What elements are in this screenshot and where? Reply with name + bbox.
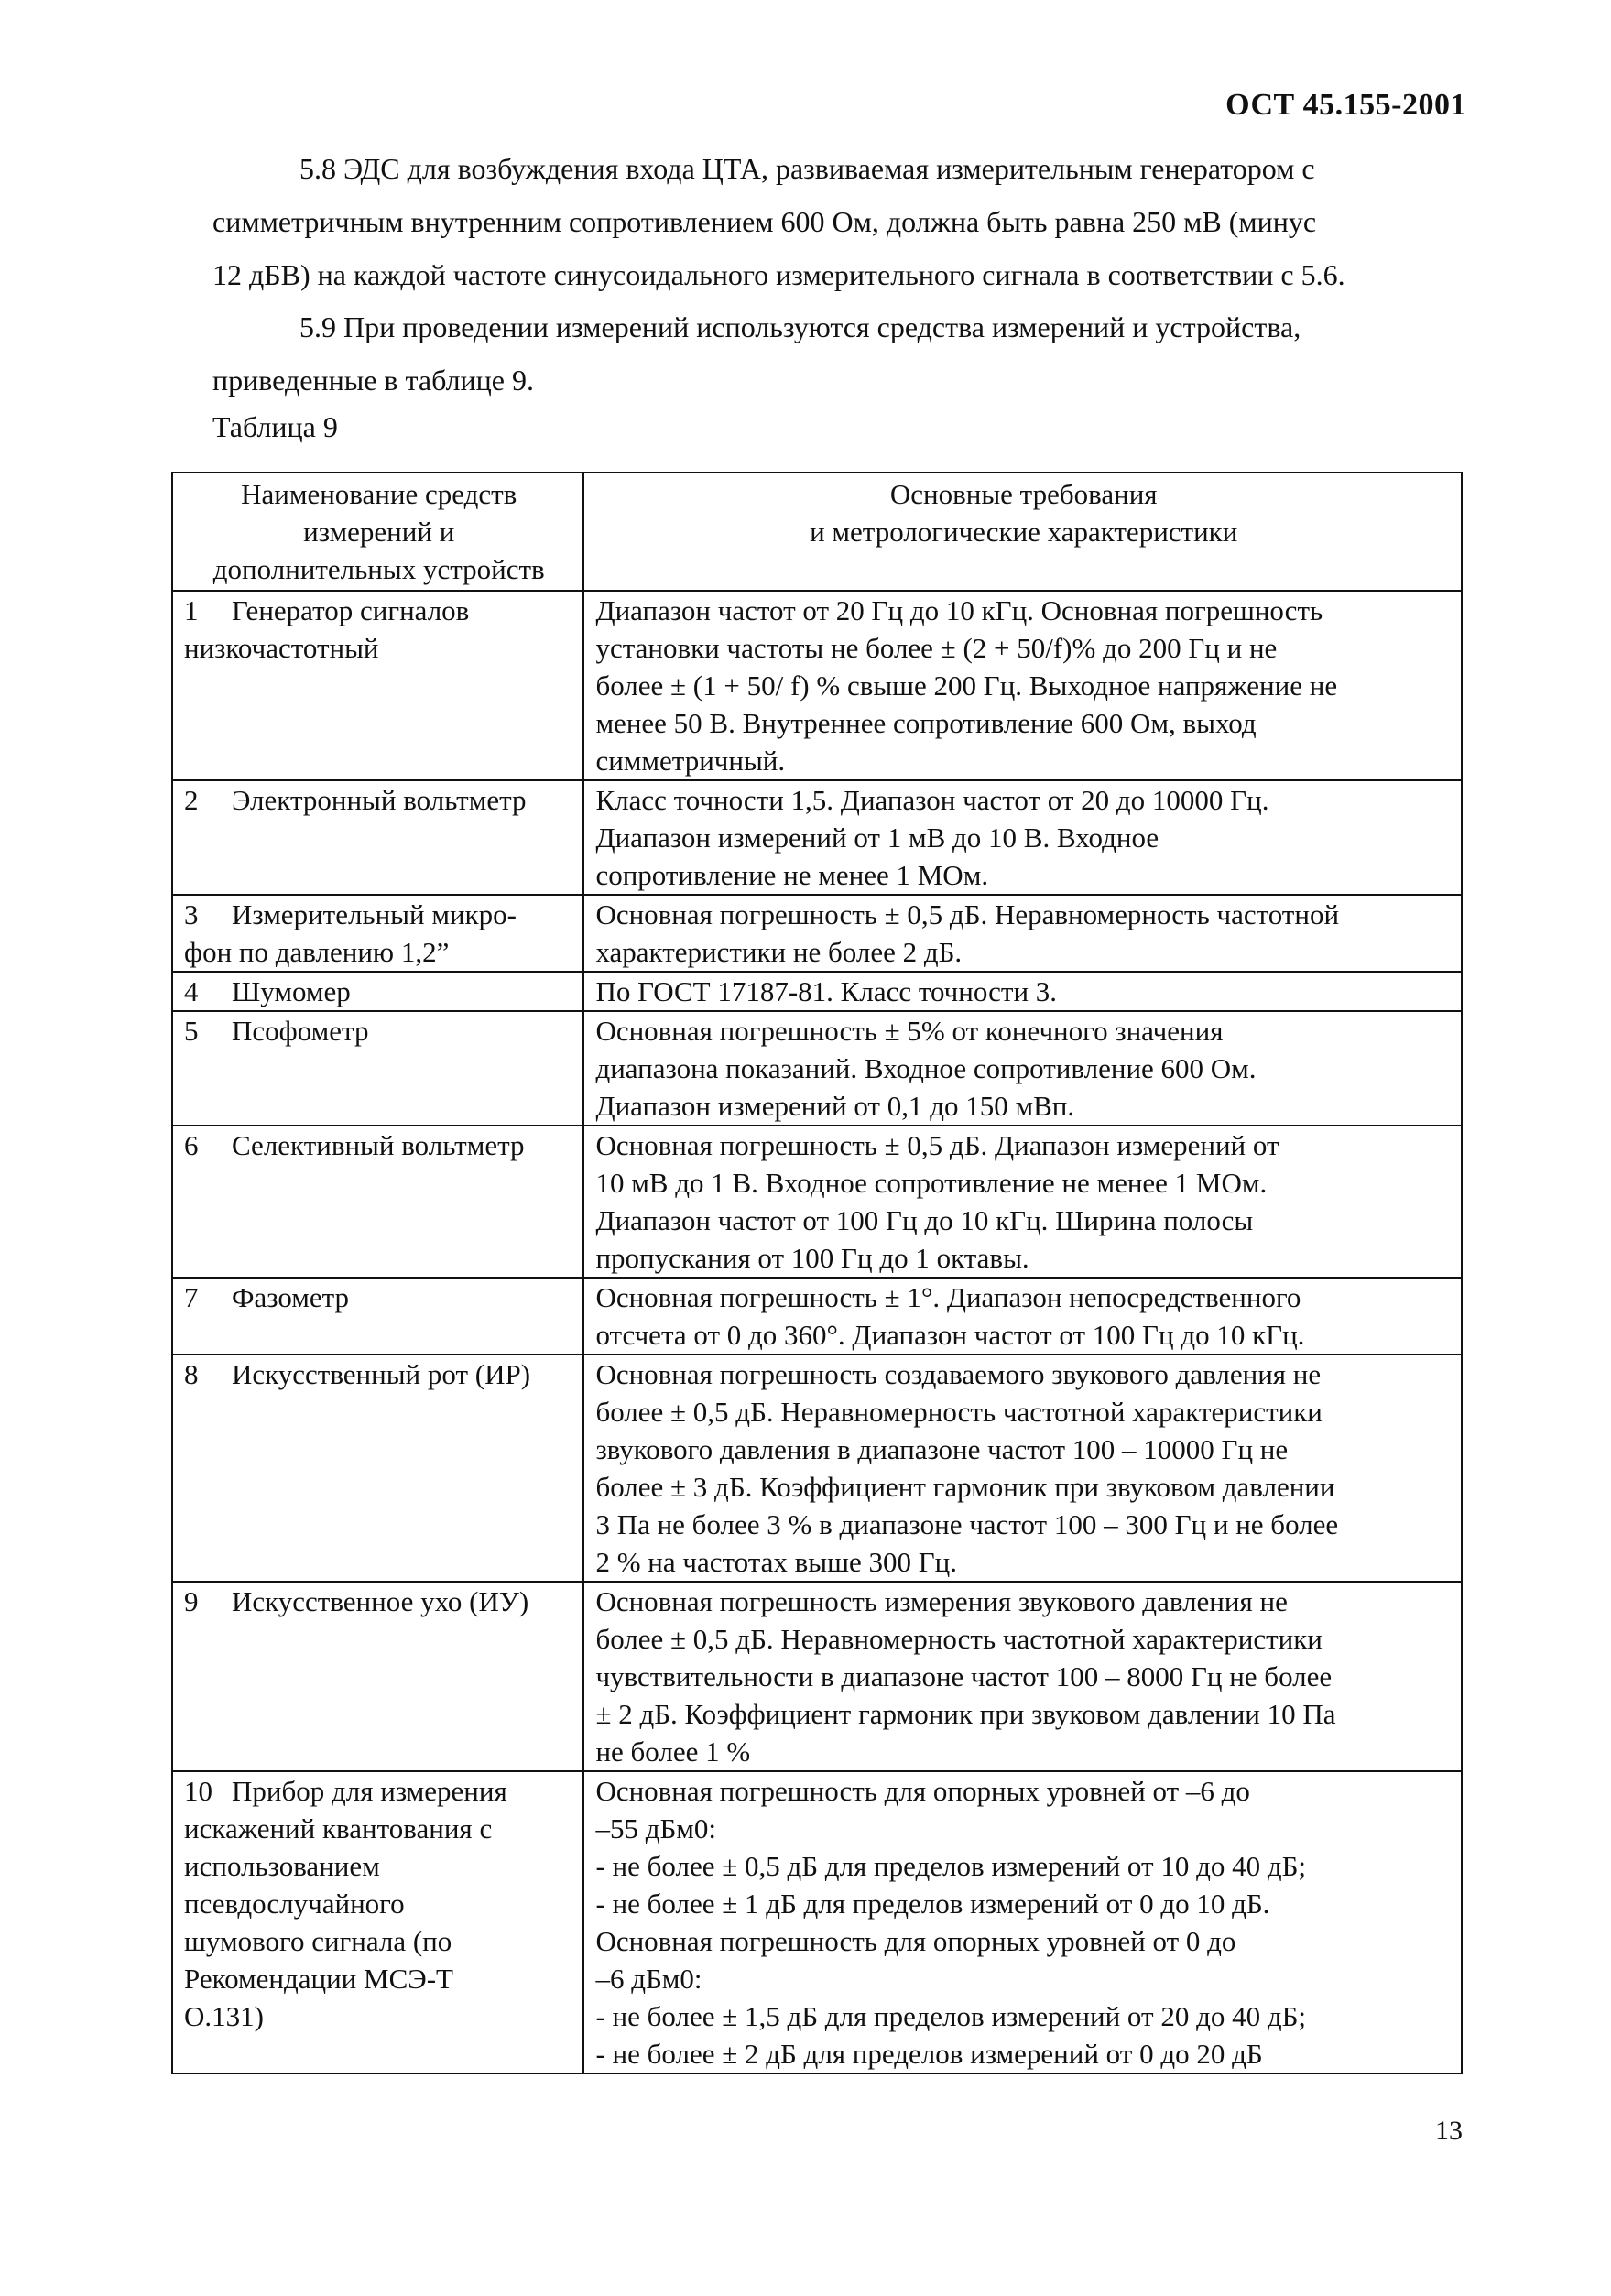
requirement-line: установки частоты не более ± (2 + 50/f)% до 200 Гц и не [595, 632, 1278, 664]
requirement-line: По ГОСТ 17187-81. Класс точности 3. [595, 975, 1058, 1007]
requirement-line: более ± 0,5 дБ. Неравномерность частотной характеристики [595, 1623, 1323, 1655]
row-number: 9 [184, 1585, 199, 1617]
instrument-name-cell [172, 1771, 583, 2073]
requirements-cell [583, 1278, 1462, 1355]
instrument-name-cell [172, 1355, 583, 1582]
row-number: 10 [184, 1775, 212, 1807]
requirement-line: Основная погрешность для опорных уровней от –6 до [595, 1775, 1250, 1807]
requirement-line: пропускания от 100 Гц до 1 октавы. [595, 1242, 1029, 1274]
row-number: 8 [184, 1358, 199, 1390]
instrument-name-line: Рекомендации МСЭ-Т [184, 1963, 453, 1995]
table-row [172, 1771, 1462, 2073]
requirement-line: симметричный. [595, 745, 786, 777]
instrument-name-cell [172, 591, 583, 780]
header-requirements [583, 473, 1462, 591]
row-number: 5 [184, 1015, 199, 1047]
requirements-cell [583, 591, 1462, 780]
requirement-line: сопротивление не менее 1 МОм. [595, 859, 989, 891]
requirement-line: звукового давления в диапазоне частот 100 – 10000 Гц не [595, 1433, 1289, 1465]
requirement-line: Диапазон частот от 100 Гц до 10 кГц. Ширина полосы [595, 1204, 1254, 1236]
instrument-name-cell [172, 895, 583, 972]
table-header-row [172, 473, 1462, 591]
row-number: 7 [184, 1281, 199, 1313]
paragraph-line: 12 дБВ) на каждой частоте синусоидального измерительного сигнала в соответствии с 5.6. [212, 258, 1345, 291]
instrument-name-cell [172, 1011, 583, 1126]
requirement-line: более ± 3 дБ. Коэффициент гармоник при звуковом давлении [595, 1471, 1335, 1503]
instrument-name-line: Шумомер [232, 975, 351, 1007]
requirement-line: Основная погрешность ± 5% от конечного значения [595, 1015, 1224, 1047]
requirement-line: Основная погрешность ± 1°. Диапазон непосредственного [595, 1281, 1301, 1313]
requirements-cell [583, 895, 1462, 972]
table-row [172, 895, 1462, 972]
requirement-line: - не более ± 2 дБ для пределов измерений от 0 до 20 дБ [595, 2038, 1263, 2070]
requirement-line: 2 % на частотах выше 300 Гц. [595, 1546, 957, 1578]
table-row [172, 1011, 1462, 1126]
instrument-name-cell [172, 1126, 583, 1278]
instrument-name-line: Прибор для измерения [232, 1775, 507, 1807]
instrument-name-line: Селективный вольтметр [232, 1129, 525, 1161]
instrument-name-line: Искусственный рот (ИР) [232, 1358, 531, 1390]
header-line: и метрологические характеристики [810, 516, 1238, 548]
header-line: измерений и [303, 516, 455, 548]
requirement-line: чувствительности в диапазоне частот 100 – 8000 Гц не более [595, 1660, 1333, 1692]
header-instruments [172, 473, 583, 591]
requirement-line: Класс точности 1,5. Диапазон частот от 20 до 10000 Гц. [595, 784, 1269, 816]
instrument-name-line: низкочастотный [184, 632, 379, 664]
paragraph-5-9 [212, 300, 1458, 407]
instrument-name-line: шумового сигнала (по [184, 1925, 452, 1957]
requirements-cell [583, 1011, 1462, 1126]
requirement-line: Диапазон измерений от 1 мВ до 10 В. Входное [595, 822, 1159, 854]
row-number: 6 [184, 1129, 199, 1161]
document-code: ОСТ 45.155-2001 [1225, 88, 1466, 122]
requirement-line: Основная погрешность для опорных уровней от 0 до [595, 1925, 1236, 1957]
table-row [172, 591, 1462, 780]
requirement-line: Диапазон частот от 20 Гц до 10 кГц. Основная погрешность [595, 594, 1323, 626]
instrument-name-line: псевдослучайного [184, 1888, 405, 1920]
requirement-line: Основная погрешность создаваемого звукового давления не [595, 1358, 1322, 1390]
requirement-line: диапазона показаний. Входное сопротивление 600 Ом. [595, 1052, 1257, 1084]
requirement-line: 3 Па не более 3 % в диапазоне частот 100 – 300 Гц и не более [595, 1508, 1339, 1540]
instrument-name-line: искажений квантования с [184, 1812, 493, 1844]
header-line: Наименование средств [241, 478, 517, 510]
instrument-name-line: Псофометр [232, 1015, 369, 1047]
table-row [172, 1126, 1462, 1278]
requirements-cell [583, 1126, 1462, 1278]
requirement-line: отсчета от 0 до 360°. Диапазон частот от 100 Гц до 10 кГц. [595, 1319, 1305, 1351]
requirements-cell [583, 972, 1462, 1011]
instrument-name-line: Фазометр [232, 1281, 350, 1313]
page-number: 13 [1435, 2116, 1463, 2146]
requirement-line: Диапазон измерений от 0,1 до 150 мВп. [595, 1090, 1075, 1122]
table-row [172, 780, 1462, 895]
requirement-line: - не более ± 1 дБ для пределов измерений от 0 до 10 дБ. [595, 1888, 1270, 1920]
table-row [172, 972, 1462, 1011]
instrument-name-line: использованием [184, 1850, 380, 1882]
table-row [172, 1355, 1462, 1582]
paragraph-line: симметричным внутренним сопротивлением 600 Ом, должна быть равна 250 мВ (минус [212, 205, 1317, 238]
requirement-line: ± 2 дБ. Коэффициент гармоник при звуковом давлении 10 Па [595, 1698, 1336, 1730]
requirement-line: менее 50 В. Внутреннее сопротивление 600 Ом, выход [595, 707, 1257, 739]
paragraph-5-8 [212, 142, 1458, 301]
requirement-line: 10 мВ до 1 В. Входное сопротивление не менее 1 МОм. [595, 1167, 1268, 1199]
instrument-name-line: Электронный вольтметр [232, 784, 527, 816]
instruments-table [171, 472, 1463, 2074]
paragraph-line: 5.8 ЭДС для возбуждения входа ЦТА, развиваемая измерительным генератором с [299, 152, 1315, 185]
paragraph-line: 5.9 При проведении измерений используются средства измерений и устройства, [299, 310, 1301, 343]
instrument-name-cell [172, 780, 583, 895]
requirements-cell [583, 1582, 1462, 1771]
row-number: 3 [184, 898, 199, 930]
requirement-line: Основная погрешность измерения звукового давления не [595, 1585, 1288, 1617]
instrument-name-line: фон по давлению 1,2” [184, 936, 450, 968]
instrument-name-cell [172, 1582, 583, 1771]
header-line: дополнительных устройств [212, 553, 545, 585]
instrument-name-cell [172, 1278, 583, 1355]
requirement-line: –55 дБм0: [595, 1812, 716, 1844]
requirement-line: не более 1 % [595, 1736, 751, 1768]
paragraph-line: приведенные в таблице 9. [212, 364, 534, 397]
instrument-name-line: Искусственное ухо (ИУ) [232, 1585, 529, 1617]
instrument-name-cell [172, 972, 583, 1011]
table-caption: Таблица 9 [212, 410, 338, 443]
requirement-line: более ± (1 + 50/ f) % свыше 200 Гц. Выходное напряжение не [595, 669, 1338, 702]
requirement-line: Основная погрешность ± 0,5 дБ. Диапазон измерений от [595, 1129, 1279, 1161]
requirement-line: более ± 0,5 дБ. Неравномерность частотной характеристики [595, 1396, 1323, 1428]
requirement-line: - не более ± 0,5 дБ для пределов измерений от 10 до 40 дБ; [595, 1850, 1307, 1882]
row-number: 1 [184, 594, 199, 626]
row-number: 4 [184, 975, 199, 1007]
table-row [172, 1582, 1462, 1771]
table-row [172, 1278, 1462, 1355]
requirement-line: характеристики не более 2 дБ. [595, 936, 963, 968]
instrument-name-line: Генератор сигналов [232, 594, 470, 626]
instrument-name-line: Измерительный микро- [232, 898, 517, 930]
requirement-line: –6 дБм0: [595, 1963, 702, 1995]
row-number: 2 [184, 784, 199, 816]
requirements-cell [583, 1355, 1462, 1582]
requirement-line: - не более ± 1,5 дБ для пределов измерений от 20 до 40 дБ; [595, 2000, 1307, 2032]
requirement-line: Основная погрешность ± 0,5 дБ. Неравномерность частотной [595, 898, 1340, 930]
header-line: Основные требования [889, 478, 1158, 510]
requirements-cell [583, 780, 1462, 895]
table-body [172, 591, 1462, 2073]
instrument-name-line: О.131) [184, 2000, 264, 2032]
requirements-cell [583, 1771, 1462, 2073]
